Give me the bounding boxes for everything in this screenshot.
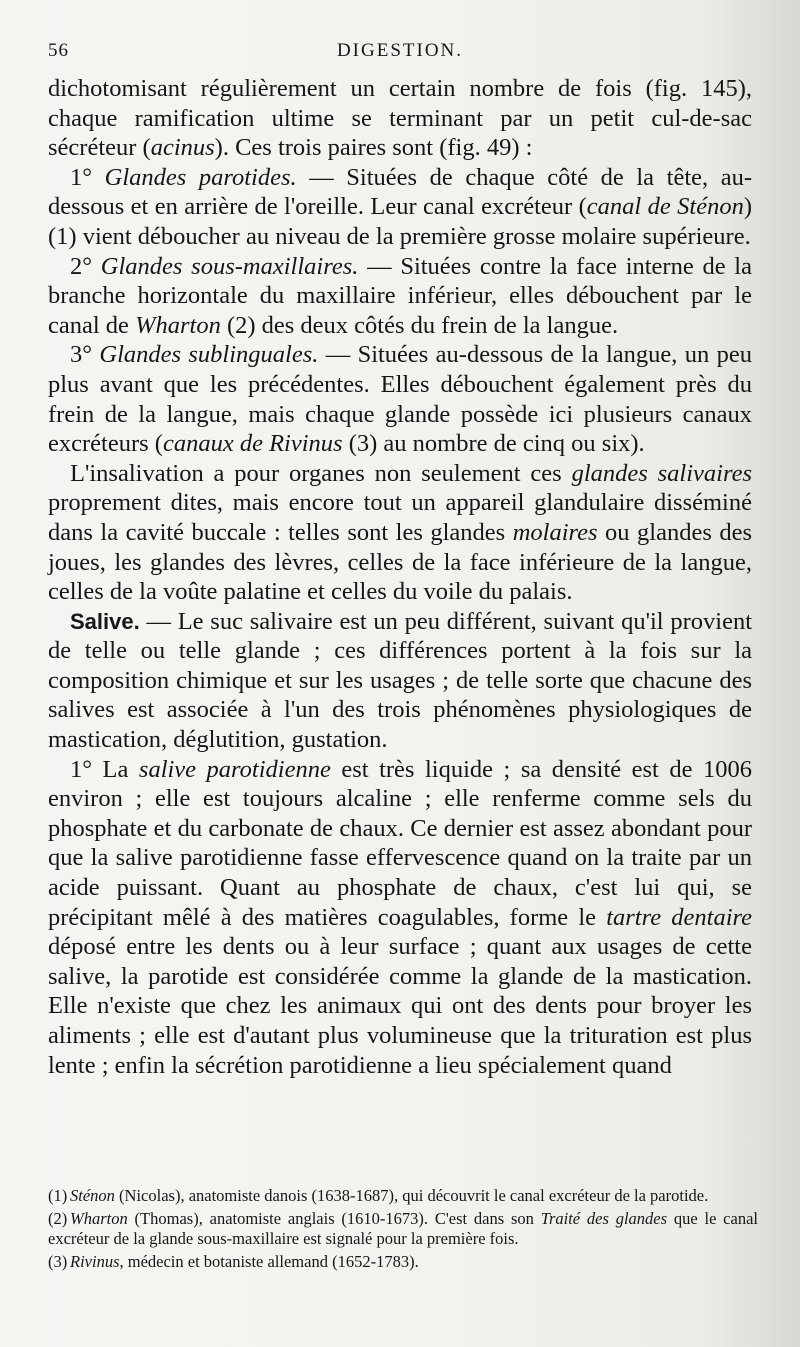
text-run: ) (1) vient déboucher au niveau de la première grosse molaire supérieure. bbox=[48, 193, 752, 250]
paragraph bbox=[48, 459, 752, 607]
italic-text: salive parotidienne bbox=[138, 755, 331, 783]
footnote-number: (2) bbox=[48, 1208, 68, 1228]
footnote bbox=[48, 1186, 758, 1207]
page-number: 56 bbox=[48, 40, 69, 61]
paragraph bbox=[48, 163, 752, 252]
text-run: (2) des deux côtés du frein de la langue. bbox=[220, 311, 619, 339]
footnote-number: (3) bbox=[48, 1251, 68, 1271]
running-head bbox=[48, 40, 752, 70]
text-run: déposé entre les dents ou à leur surface ; quant aux usages de cette salive, la parotide est considérée comme la glande de la mastication. Elle n'existe que chez les animaux qui ont des dents pour broyer les aliments ; elle est d'autant plus volumineuse que la trituration est plus lente ; enfin la sécrétion parotidienne a lieu spécialement quand bbox=[48, 933, 752, 1079]
italic-text: Rivinus bbox=[70, 1251, 120, 1271]
italic-text: acinus bbox=[150, 134, 215, 162]
italic-text: molaires bbox=[512, 518, 598, 546]
text-run: 3° bbox=[70, 341, 100, 369]
text-run: — Situées contre la face interne de la branche horizontale du maxillaire inférieur, elles débouchent par le canal de bbox=[48, 252, 752, 339]
paragraph bbox=[48, 252, 752, 341]
paragraph bbox=[48, 340, 752, 458]
text-run: 2° bbox=[70, 252, 101, 280]
italic-text: Wharton bbox=[135, 311, 221, 339]
paragraph bbox=[48, 755, 752, 1081]
body-text bbox=[48, 74, 752, 1080]
footnote bbox=[48, 1252, 758, 1273]
paragraph bbox=[48, 607, 752, 755]
text-run: (3) au nombre de cinq ou six). bbox=[342, 430, 645, 458]
text-run: L'insalivation a pour organes non seulement ces bbox=[70, 459, 572, 487]
text-run: — Le suc salivaire est un peu différent, suivant qu'il provient de telle ou telle glande ; ces différences portent à la fois sur la composition chimique et sur les usages ; de telle sorte que chacune des salives est associée à l'un des trois phénomènes physiologiques de mastication, déglutition, gustation. bbox=[48, 607, 752, 754]
text-run: — Situées au-dessous de la langue, un peu plus avant que les précédentes. Elles débouchent également près du frein de la langue, mais chaque glande possède ici plusieurs canaux excréteurs ( bbox=[48, 341, 752, 458]
text-run: ou glandes des joues, les glandes des lèvres, celles de la face inférieure de la langue, celles de la voûte palatine et celles du voile du palais. bbox=[48, 518, 752, 606]
footnotes bbox=[48, 1186, 758, 1274]
text-run: dichotomisant régulièrement un certain nombre de fois (fig. 145), chaque ramification ultime se terminant par un petit cul-de-sac sécréteur ( bbox=[48, 75, 752, 162]
text-run: (Thomas), anatomiste anglais (1610-1673). C'est dans son bbox=[127, 1208, 541, 1228]
italic-text: glandes salivaires bbox=[571, 459, 752, 487]
italic-text: Traité des glandes bbox=[540, 1208, 668, 1228]
chapter-title: DIGESTION. bbox=[336, 40, 464, 61]
footnote bbox=[48, 1209, 758, 1250]
paragraph bbox=[48, 74, 752, 163]
italic-text: Glandes sous-maxillaires. bbox=[100, 252, 359, 280]
italic-text: Glandes sublinguales. bbox=[99, 341, 319, 369]
footnote-number: (1) bbox=[48, 1186, 68, 1205]
italic-text: tartre dentaire bbox=[606, 903, 753, 931]
text-run: proprement dites, mais encore tout un appareil glandulaire disséminé dans la cavité buccale : telles sont les glandes bbox=[48, 489, 752, 546]
text-run: que le canal excréteur de la glande sous-maxillaire est signalé pour la première fois. bbox=[48, 1208, 758, 1248]
italic-text: Sténon bbox=[70, 1186, 115, 1205]
text-run: 1° La bbox=[70, 755, 139, 783]
section-heading: Salive. bbox=[70, 608, 140, 634]
italic-text: Glandes parotides. bbox=[104, 163, 297, 191]
italic-text: canaux de Rivinus bbox=[162, 430, 343, 458]
text-run: — Situées de chaque côté de la tête, au-dessous et en arrière de l'oreille. Leur canal excréteur ( bbox=[48, 163, 752, 221]
italic-text: Wharton bbox=[70, 1208, 128, 1228]
text-run: (Nicolas), anatomiste danois (1638-1687), qui découvrit le canal excréteur de la parotide. bbox=[114, 1186, 709, 1205]
text-run: ). Ces trois paires sont (fig. 49) : bbox=[214, 134, 533, 162]
italic-text: canal de Sténon bbox=[586, 193, 744, 221]
text-run: est très liquide ; sa densité est de 1006 environ ; elle est toujours alcaline ; elle renferme comme sels du phosphate et du carbonate de chaux. Ce dernier est assez abondant pour que la salive parotidienne fasse effervescence quand on la traite par un acide puissant. Quant au phosphate de chaux, c'est lui qui, se précipitant mêlé à des matières coagulables, forme le bbox=[48, 755, 752, 931]
text-run: 1° bbox=[70, 163, 105, 191]
text-run: , médecin et botaniste allemand (1652-1783). bbox=[119, 1251, 419, 1271]
